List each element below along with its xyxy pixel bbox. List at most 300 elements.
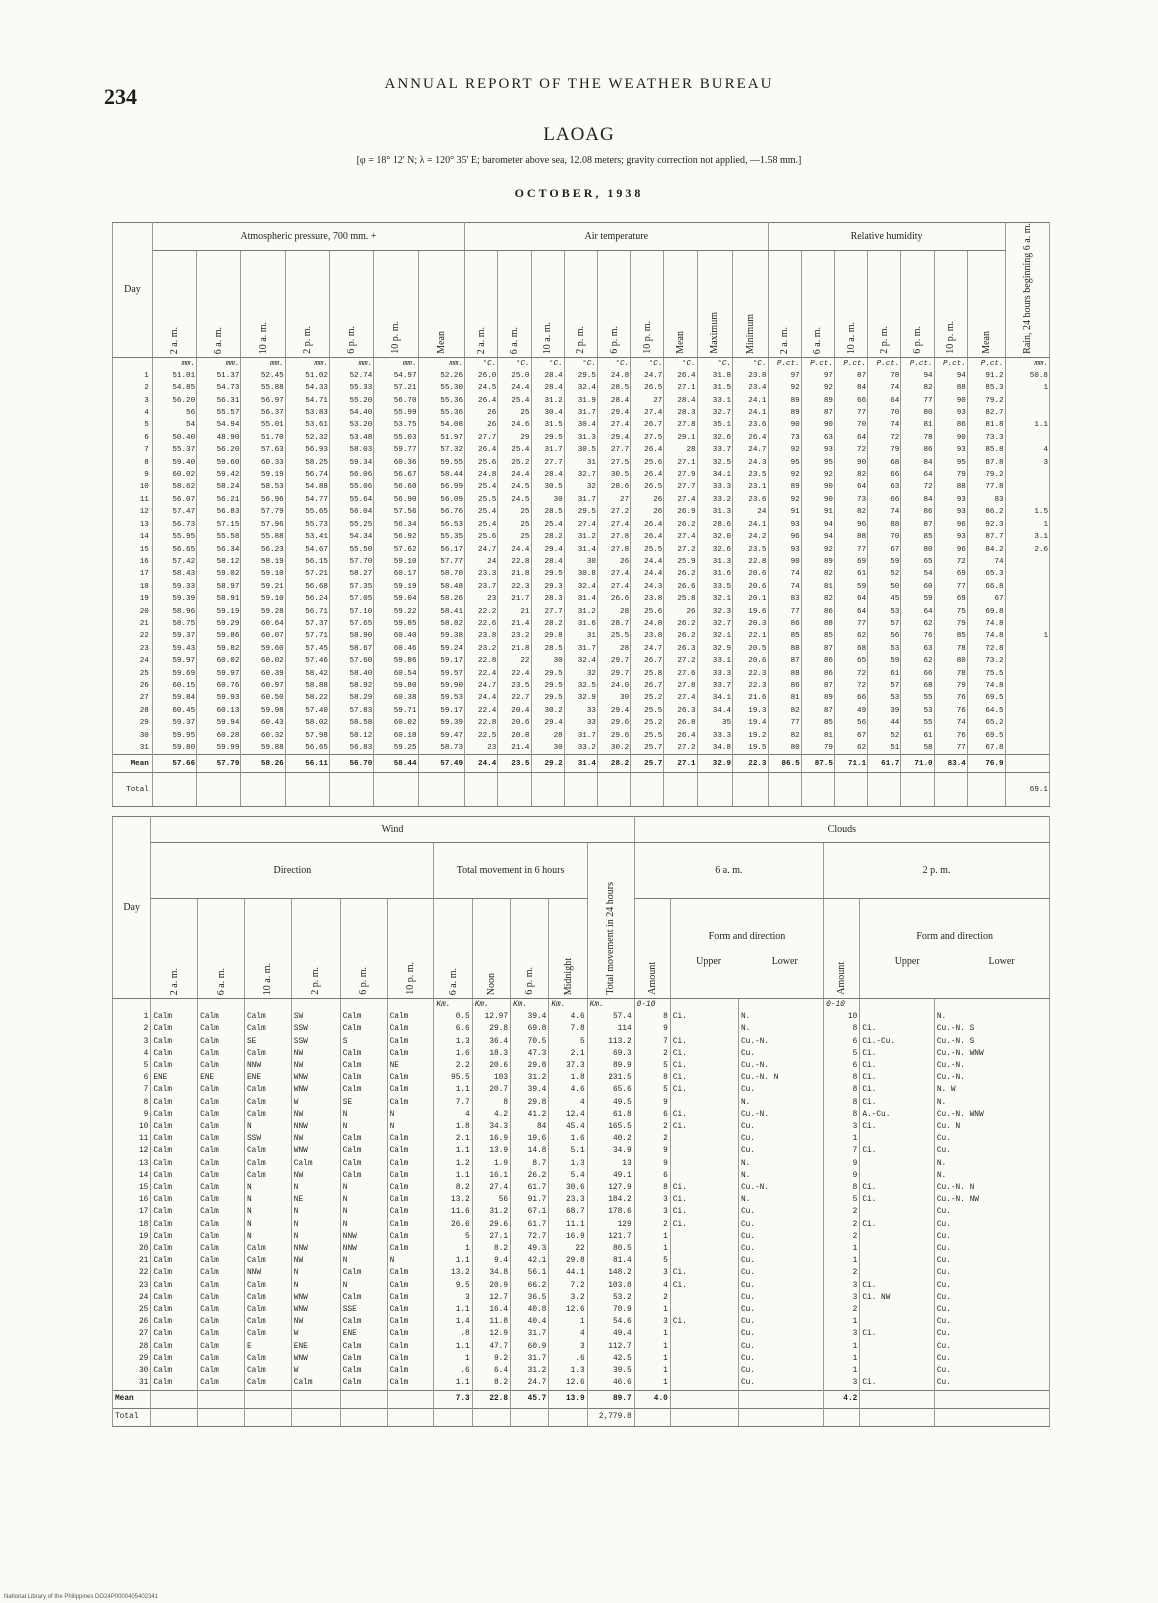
value-cell: 92 <box>801 544 834 556</box>
table-row <box>113 1328 1050 1340</box>
mean-cell: 57.49 <box>418 755 465 773</box>
mean-cell: 56.11 <box>285 755 329 773</box>
value-cell: 8 <box>824 1109 860 1121</box>
pressure-col-6 <box>418 250 465 357</box>
units-row <box>113 999 1050 1012</box>
value-cell: 59.57 <box>418 668 465 680</box>
value-cell: 60.07 <box>241 630 285 642</box>
value-cell: Calm <box>198 1280 245 1292</box>
value-cell: 64 <box>834 481 867 493</box>
value-cell: 59.85 <box>374 618 418 630</box>
day-cell: 28 <box>113 1341 151 1353</box>
value-cell: Calm <box>340 1170 387 1182</box>
value-cell: 23.8 <box>733 370 768 382</box>
value-cell: 25.4 <box>465 519 498 531</box>
value-cell: Calm <box>198 1341 245 1353</box>
value-cell: 27.8 <box>664 419 697 431</box>
value-cell: 31.2 <box>564 531 597 543</box>
value-cell: 97 <box>768 370 801 382</box>
value-cell: 1.8 <box>549 1072 587 1084</box>
value-cell: 26.9 <box>664 506 697 518</box>
value-cell: Calm <box>151 1011 198 1023</box>
day-cell: 30 <box>113 730 153 742</box>
units-cell: °C. <box>697 357 732 370</box>
value-cell: 74.8 <box>967 680 1005 692</box>
value-cell: 30 <box>531 655 564 667</box>
value-cell: 91.2 <box>967 370 1005 382</box>
value-cell: Cu. <box>738 1219 823 1231</box>
value-cell: 19.4 <box>733 717 768 729</box>
value-cell: 54.08 <box>418 419 465 431</box>
value-cell: N <box>291 1280 340 1292</box>
value-cell: 89 <box>768 407 801 419</box>
value-cell: SW <box>291 1011 340 1023</box>
value-cell: 24.6 <box>498 419 531 431</box>
value-cell: 20.6 <box>733 581 768 593</box>
value-cell: Calm <box>198 1377 245 1390</box>
pressure-col-0 <box>152 250 196 357</box>
value-cell: 25.6 <box>631 457 664 469</box>
value-cell: Calm <box>151 1084 198 1096</box>
value-cell: 28.6 <box>597 481 630 493</box>
value-cell: Calm <box>198 1109 245 1121</box>
value-cell: 82 <box>801 568 834 580</box>
page-number: 234 <box>104 84 137 109</box>
value-cell: 8.2 <box>472 1243 510 1255</box>
value-cell: W <box>291 1328 340 1340</box>
total-rain: 69.1 <box>1005 773 1049 807</box>
value-cell: 24.7 <box>465 544 498 556</box>
total-movement: 2,779.8 <box>587 1408 634 1426</box>
units-cell: °C. <box>531 357 564 370</box>
value-cell: 28.4 <box>597 395 630 407</box>
value-cell: 59.55 <box>418 457 465 469</box>
value-cell: 89 <box>801 556 834 568</box>
value-cell: 19.3 <box>733 705 768 717</box>
value-cell: 60.39 <box>241 668 285 680</box>
value-cell: 13.2 <box>434 1194 472 1206</box>
day-cell: 18 <box>113 581 153 593</box>
value-cell: 24 <box>733 506 768 518</box>
value-cell: 49.5 <box>587 1097 634 1109</box>
value-cell: 90 <box>768 419 801 431</box>
value-cell: 77 <box>934 581 967 593</box>
value-cell: 9 <box>634 1145 670 1157</box>
value-cell: 74 <box>967 556 1005 568</box>
clouds-am-amount-label: Amount <box>646 962 658 995</box>
value-cell: 25.4 <box>531 519 564 531</box>
value-cell: 79 <box>868 444 901 456</box>
value-cell: N <box>340 1194 387 1206</box>
value-cell: 58.91 <box>197 593 241 605</box>
value-cell <box>860 1243 935 1255</box>
value-cell: 26.7 <box>631 680 664 692</box>
wind-header: Wind <box>151 817 634 843</box>
value-cell: 96 <box>934 544 967 556</box>
value-cell: WNW <box>291 1084 340 1096</box>
value-cell: 52 <box>868 730 901 742</box>
value-cell: 2 <box>634 1121 670 1133</box>
value-cell: 59.93 <box>197 692 241 704</box>
value-cell: Calm <box>198 1121 245 1133</box>
value-cell: 29.8 <box>511 1060 549 1072</box>
table-row <box>113 1109 1050 1121</box>
value-cell: NW <box>291 1133 340 1145</box>
value-cell: 1.6 <box>549 1133 587 1145</box>
value-cell: 69.3 <box>587 1048 634 1060</box>
value-cell: 47.7 <box>472 1341 510 1353</box>
temp-col-1-label: 6 a. m. <box>508 326 520 354</box>
value-cell: 27.9 <box>664 469 697 481</box>
value-cell: Calm <box>151 1133 198 1145</box>
value-cell: 31 <box>564 457 597 469</box>
value-cell: 29.4 <box>597 407 630 419</box>
value-cell: Cu. <box>934 1353 1049 1365</box>
pressure-col-2 <box>241 250 285 357</box>
value-cell: 2 <box>824 1206 860 1218</box>
value-cell: 2 <box>824 1219 860 1231</box>
units-cell: Km. <box>587 999 634 1012</box>
value-cell: 1.4 <box>434 1316 472 1328</box>
value-cell: 81 <box>901 419 934 431</box>
total-cell <box>434 1408 472 1426</box>
value-cell <box>1005 593 1049 605</box>
direction-col-5-label: 10 p. m. <box>405 962 416 995</box>
value-cell: 90 <box>801 494 834 506</box>
value-cell: 84 <box>901 494 934 506</box>
value-cell: SE <box>340 1097 387 1109</box>
value-cell: 22.7 <box>498 692 531 704</box>
day-cell: 1 <box>113 1011 151 1023</box>
value-cell: Cu.-N. WNW <box>934 1048 1049 1060</box>
value-cell: Calm <box>340 1353 387 1365</box>
value-cell: Calm <box>244 1084 291 1096</box>
value-cell: 58.97 <box>197 581 241 593</box>
value-cell <box>860 1304 935 1316</box>
value-cell: 65.6 <box>587 1084 634 1096</box>
value-cell: Calm <box>387 1194 434 1206</box>
humidity-col-3 <box>868 250 901 357</box>
value-cell: 34.1 <box>697 469 732 481</box>
value-cell: 29.5 <box>531 680 564 692</box>
value-cell: 76 <box>934 705 967 717</box>
value-cell: 56.24 <box>285 593 329 605</box>
value-cell: 25 <box>498 506 531 518</box>
total-cell <box>472 1408 510 1426</box>
value-cell: 25.7 <box>631 742 664 755</box>
value-cell: 1.9 <box>472 1158 510 1170</box>
value-cell: 85 <box>768 630 801 642</box>
units-cell <box>738 999 823 1012</box>
value-cell: 26.3 <box>664 643 697 655</box>
value-cell: Calm <box>151 1243 198 1255</box>
mean-cell: 4.0 <box>634 1390 670 1408</box>
value-cell: 32.4 <box>564 655 597 667</box>
value-cell: Calm <box>340 1084 387 1096</box>
value-cell: Cu. <box>738 1133 823 1145</box>
value-cell: 86 <box>768 618 801 630</box>
value-cell: Calm <box>198 1255 245 1267</box>
value-cell: 1 <box>434 1243 472 1255</box>
value-cell: Calm <box>387 1365 434 1377</box>
value-cell <box>1005 742 1049 755</box>
value-cell: N. <box>934 1170 1049 1182</box>
value-cell: 60.02 <box>374 717 418 729</box>
value-cell: 20.6 <box>472 1060 510 1072</box>
value-cell: N <box>340 1182 387 1194</box>
temp-col-6-label: Mean <box>674 331 686 354</box>
value-cell: 53.20 <box>329 419 373 431</box>
value-cell: 22.4 <box>498 668 531 680</box>
value-cell: 65.3 <box>967 568 1005 580</box>
value-cell: 64 <box>868 395 901 407</box>
value-cell: 12.7 <box>472 1292 510 1304</box>
value-cell: 19.5 <box>733 742 768 755</box>
value-cell: 58.42 <box>285 668 329 680</box>
value-cell: 83 <box>768 593 801 605</box>
value-cell: 75 <box>934 606 967 618</box>
value-cell: 58.02 <box>285 717 329 729</box>
value-cell: 30 <box>597 692 630 704</box>
value-cell: 1 <box>634 1243 670 1255</box>
value-cell: 27.4 <box>597 581 630 593</box>
value-cell <box>670 1328 738 1340</box>
value-cell: 231.5 <box>587 1072 634 1084</box>
value-cell: 79 <box>934 618 967 630</box>
value-cell: 7.7 <box>434 1097 472 1109</box>
total-cell <box>664 773 697 807</box>
total-cell <box>901 773 934 807</box>
value-cell: Calm <box>387 1048 434 1060</box>
value-cell: 76 <box>934 692 967 704</box>
table-row <box>113 556 1050 568</box>
value-cell: 55 <box>901 692 934 704</box>
value-cell: Calm <box>151 1182 198 1194</box>
day-cell: 16 <box>113 1194 151 1206</box>
value-cell: Calm <box>387 1206 434 1218</box>
units-cell: °C. <box>498 357 531 370</box>
movement-col-0 <box>434 899 472 999</box>
value-cell: 60.76 <box>197 680 241 692</box>
value-cell: 33.3 <box>697 481 732 493</box>
value-cell: Calm <box>151 1280 198 1292</box>
value-cell <box>670 1377 738 1390</box>
value-cell: Calm <box>151 1255 198 1267</box>
value-cell: 19.2 <box>733 730 768 742</box>
value-cell: 1.1 <box>434 1304 472 1316</box>
clouds-pm-header: 2 p. m. <box>824 843 1050 899</box>
value-cell: 25.0 <box>498 370 531 382</box>
value-cell <box>670 1255 738 1267</box>
value-cell: 26.4 <box>465 395 498 407</box>
value-cell: 29.4 <box>531 717 564 729</box>
value-cell: 24.7 <box>631 370 664 382</box>
value-cell: 59.17 <box>418 705 465 717</box>
units-cell: mm. <box>1005 357 1049 370</box>
value-cell: 112.7 <box>587 1341 634 1353</box>
value-cell: 54.73 <box>197 382 241 394</box>
value-cell: Calm <box>387 1084 434 1096</box>
value-cell: 31.2 <box>511 1072 549 1084</box>
pressure-col-4-label: 6 p. m. <box>346 326 358 354</box>
day-cell: 20 <box>113 1243 151 1255</box>
value-cell: 59.42 <box>197 469 241 481</box>
value-cell: 27.4 <box>664 692 697 704</box>
value-cell: 29.5 <box>531 692 564 704</box>
value-cell: 33.2 <box>697 494 732 506</box>
value-cell: 24.5 <box>498 481 531 493</box>
value-cell: 33.1 <box>697 395 732 407</box>
table-row <box>113 730 1050 742</box>
value-cell: 13 <box>587 1158 634 1170</box>
value-cell: 30.5 <box>531 481 564 493</box>
value-cell: NNW <box>291 1243 340 1255</box>
value-cell: 7.8 <box>549 1023 587 1035</box>
value-cell: Calm <box>198 1267 245 1279</box>
value-cell: 2.1 <box>549 1048 587 1060</box>
value-cell: 26.4 <box>631 444 664 456</box>
value-cell: 76 <box>901 630 934 642</box>
value-cell: 29.8 <box>511 1097 549 1109</box>
value-cell: 28 <box>531 730 564 742</box>
value-cell: NW <box>291 1048 340 1060</box>
value-cell: 26.6 <box>434 1219 472 1231</box>
value-cell: 72 <box>834 680 867 692</box>
value-cell: NNW <box>340 1231 387 1243</box>
value-cell: N <box>387 1255 434 1267</box>
day-cell: 6 <box>113 1072 151 1084</box>
value-cell: 55 <box>901 717 934 729</box>
value-cell: 32.7 <box>697 618 732 630</box>
value-cell: 11.8 <box>472 1316 510 1328</box>
value-cell: 55.01 <box>241 419 285 431</box>
table-row <box>113 1133 1050 1145</box>
movement-col-2 <box>511 899 549 999</box>
humidity-col-5-label: 10 p. m. <box>945 321 957 354</box>
value-cell <box>1005 643 1049 655</box>
units-cell: Km. <box>511 999 549 1012</box>
value-cell: Ci. <box>670 1011 738 1023</box>
value-cell: 25 <box>498 519 531 531</box>
value-cell: 74 <box>934 717 967 729</box>
pressure-col-2-label: 10 a. m. <box>257 321 269 354</box>
value-cell: 31.7 <box>511 1328 549 1340</box>
value-cell: 56.34 <box>374 519 418 531</box>
temp-col-2 <box>531 250 564 357</box>
value-cell: 9.5 <box>434 1280 472 1292</box>
value-cell: 59.53 <box>418 692 465 704</box>
value-cell: Calm <box>198 1145 245 1157</box>
mean-cell: 83.4 <box>934 755 967 773</box>
mean-cell <box>340 1390 387 1408</box>
value-cell: 66 <box>901 668 934 680</box>
value-cell: 89 <box>801 395 834 407</box>
day-cell: 14 <box>113 1170 151 1182</box>
value-cell <box>670 1353 738 1365</box>
value-cell: 27.1 <box>664 382 697 394</box>
value-cell: 25.5 <box>597 630 630 642</box>
value-cell: 20.4 <box>498 705 531 717</box>
value-cell: 29.6 <box>597 717 630 729</box>
value-cell: 23.5 <box>733 544 768 556</box>
value-cell: 21.8 <box>498 643 531 655</box>
value-cell: 24.8 <box>631 618 664 630</box>
value-cell: Ci. <box>670 1060 738 1072</box>
value-cell: 54.94 <box>197 419 241 431</box>
value-cell: 22 <box>549 1243 587 1255</box>
value-cell <box>1005 692 1049 704</box>
value-cell: 53.41 <box>285 531 329 543</box>
value-cell: 5 <box>434 1231 472 1243</box>
value-cell <box>1005 730 1049 742</box>
value-cell: 26.2 <box>664 630 697 642</box>
value-cell <box>860 1206 935 1218</box>
value-cell: Calm <box>340 1048 387 1060</box>
day-cell: 12 <box>113 506 153 518</box>
value-cell: 20.5 <box>733 643 768 655</box>
total-cell <box>934 773 967 807</box>
units-row <box>113 357 1050 370</box>
value-cell: Calm <box>387 1341 434 1353</box>
value-cell: 26.4 <box>664 730 697 742</box>
pressure-col-5 <box>374 250 418 357</box>
table-row <box>113 444 1050 456</box>
value-cell: 53.2 <box>587 1292 634 1304</box>
value-cell: 95.5 <box>434 1072 472 1084</box>
value-cell: NW <box>291 1255 340 1267</box>
value-cell: 24.7 <box>465 680 498 692</box>
value-cell: SSE <box>340 1304 387 1316</box>
table-row <box>113 1341 1050 1353</box>
value-cell: 1 <box>1005 382 1049 394</box>
value-cell: 27.4 <box>631 407 664 419</box>
pressure-col-1-label: 6 a. m. <box>213 326 225 354</box>
value-cell <box>1005 618 1049 630</box>
value-cell: W <box>291 1365 340 1377</box>
table-row <box>113 1048 1050 1060</box>
value-cell: 1 <box>824 1255 860 1267</box>
value-cell: Calm <box>387 1328 434 1340</box>
value-cell: Calm <box>151 1194 198 1206</box>
value-cell: 1 <box>434 1353 472 1365</box>
value-cell: 59.04 <box>374 593 418 605</box>
value-cell: 53 <box>868 643 901 655</box>
total-cell <box>197 773 241 807</box>
mean-cell: 25.7 <box>631 755 664 773</box>
value-cell: 29.3 <box>531 581 564 593</box>
value-cell: Calm <box>387 1133 434 1145</box>
value-cell: 85 <box>901 531 934 543</box>
value-cell: 24.4 <box>465 692 498 704</box>
value-cell: 25.8 <box>664 593 697 605</box>
value-cell: Calm <box>244 1158 291 1170</box>
value-cell: 58.88 <box>285 680 329 692</box>
movement-col-1 <box>472 899 510 999</box>
value-cell: 20.6 <box>733 568 768 580</box>
value-cell: 87 <box>801 680 834 692</box>
value-cell: 19.6 <box>733 606 768 618</box>
value-cell: Calm <box>198 1219 245 1231</box>
value-cell: 54.77 <box>285 494 329 506</box>
total-cell <box>824 1408 860 1426</box>
value-cell: 32.9 <box>697 643 732 655</box>
value-cell: 21.7 <box>498 593 531 605</box>
value-cell: 25.5 <box>631 730 664 742</box>
value-cell: 25.4 <box>465 506 498 518</box>
value-cell: N <box>340 1206 387 1218</box>
value-cell: 81 <box>801 730 834 742</box>
humidity-col-6 <box>967 250 1005 357</box>
